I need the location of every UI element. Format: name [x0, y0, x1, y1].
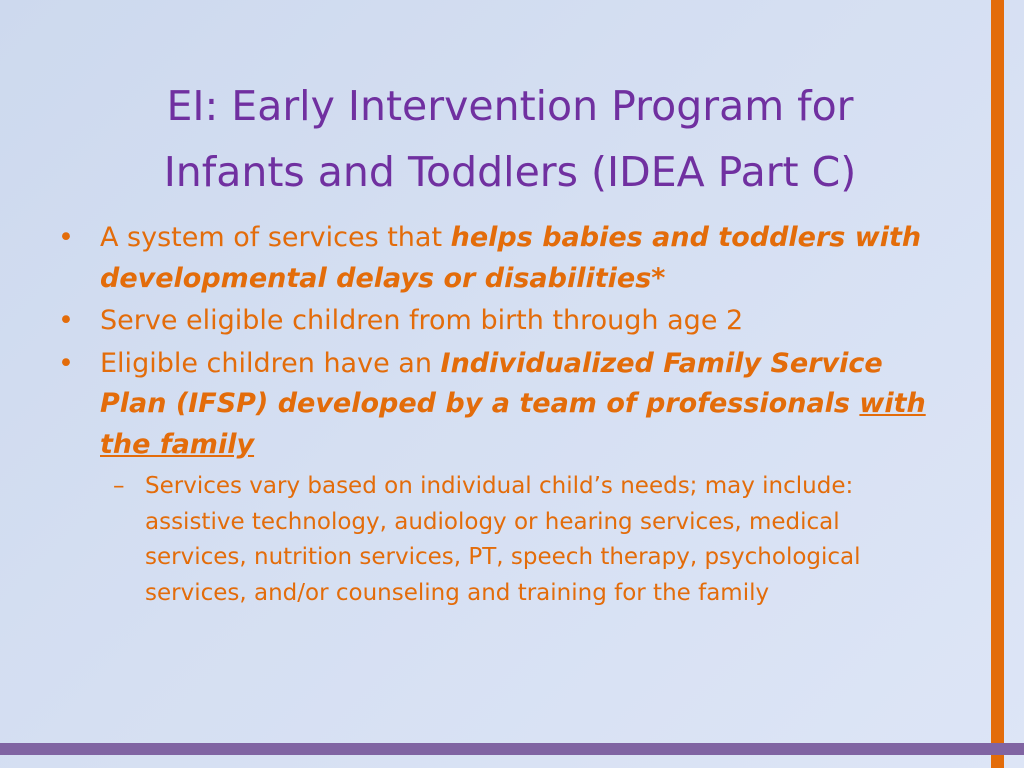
- bullet-2-text: Serve eligible children from birth through age 2: [100, 305, 744, 336]
- bullet-3-underlined: with the family: [100, 388, 926, 460]
- bullet-marker: •: [58, 305, 74, 336]
- sub-bullet-text: Services vary based on individual child’s needs; may include: assistive technology, audiology or hearing services, medical services, nutrition services, PT, speech therapy, psychological services, and/or counseling and training for the family: [145, 473, 861, 606]
- bullet-3-emphasis: Individualized Family Service Plan (IFSP) developed by a team of professionals: [100, 347, 883, 419]
- bullet-item-2: [58, 301, 948, 342]
- bullet-marker: •: [58, 222, 74, 253]
- title-line-1: EI: Early Intervention Program for: [166, 82, 854, 130]
- purple-divider-line: [0, 743, 1024, 755]
- bullet-3-text: Eligible children have an: [100, 347, 441, 379]
- bullet-1-emphasis: helps babies and toddlers with developmental delays or disabilities*: [100, 222, 922, 294]
- title-line-2: Infants and Toddlers (IDEA Part C): [163, 147, 857, 196]
- sub-bullet-item: [113, 469, 935, 612]
- slide-body: [58, 218, 948, 612]
- sub-bullet-marker: –: [113, 473, 125, 499]
- bullet-marker: •: [58, 347, 74, 379]
- slide-title: [40, 74, 980, 205]
- bullet-1-text: A system of services that: [100, 222, 451, 253]
- orange-accent-bar: [991, 0, 1004, 768]
- bullet-item-1: [58, 218, 948, 299]
- bullet-item-3: [58, 344, 948, 466]
